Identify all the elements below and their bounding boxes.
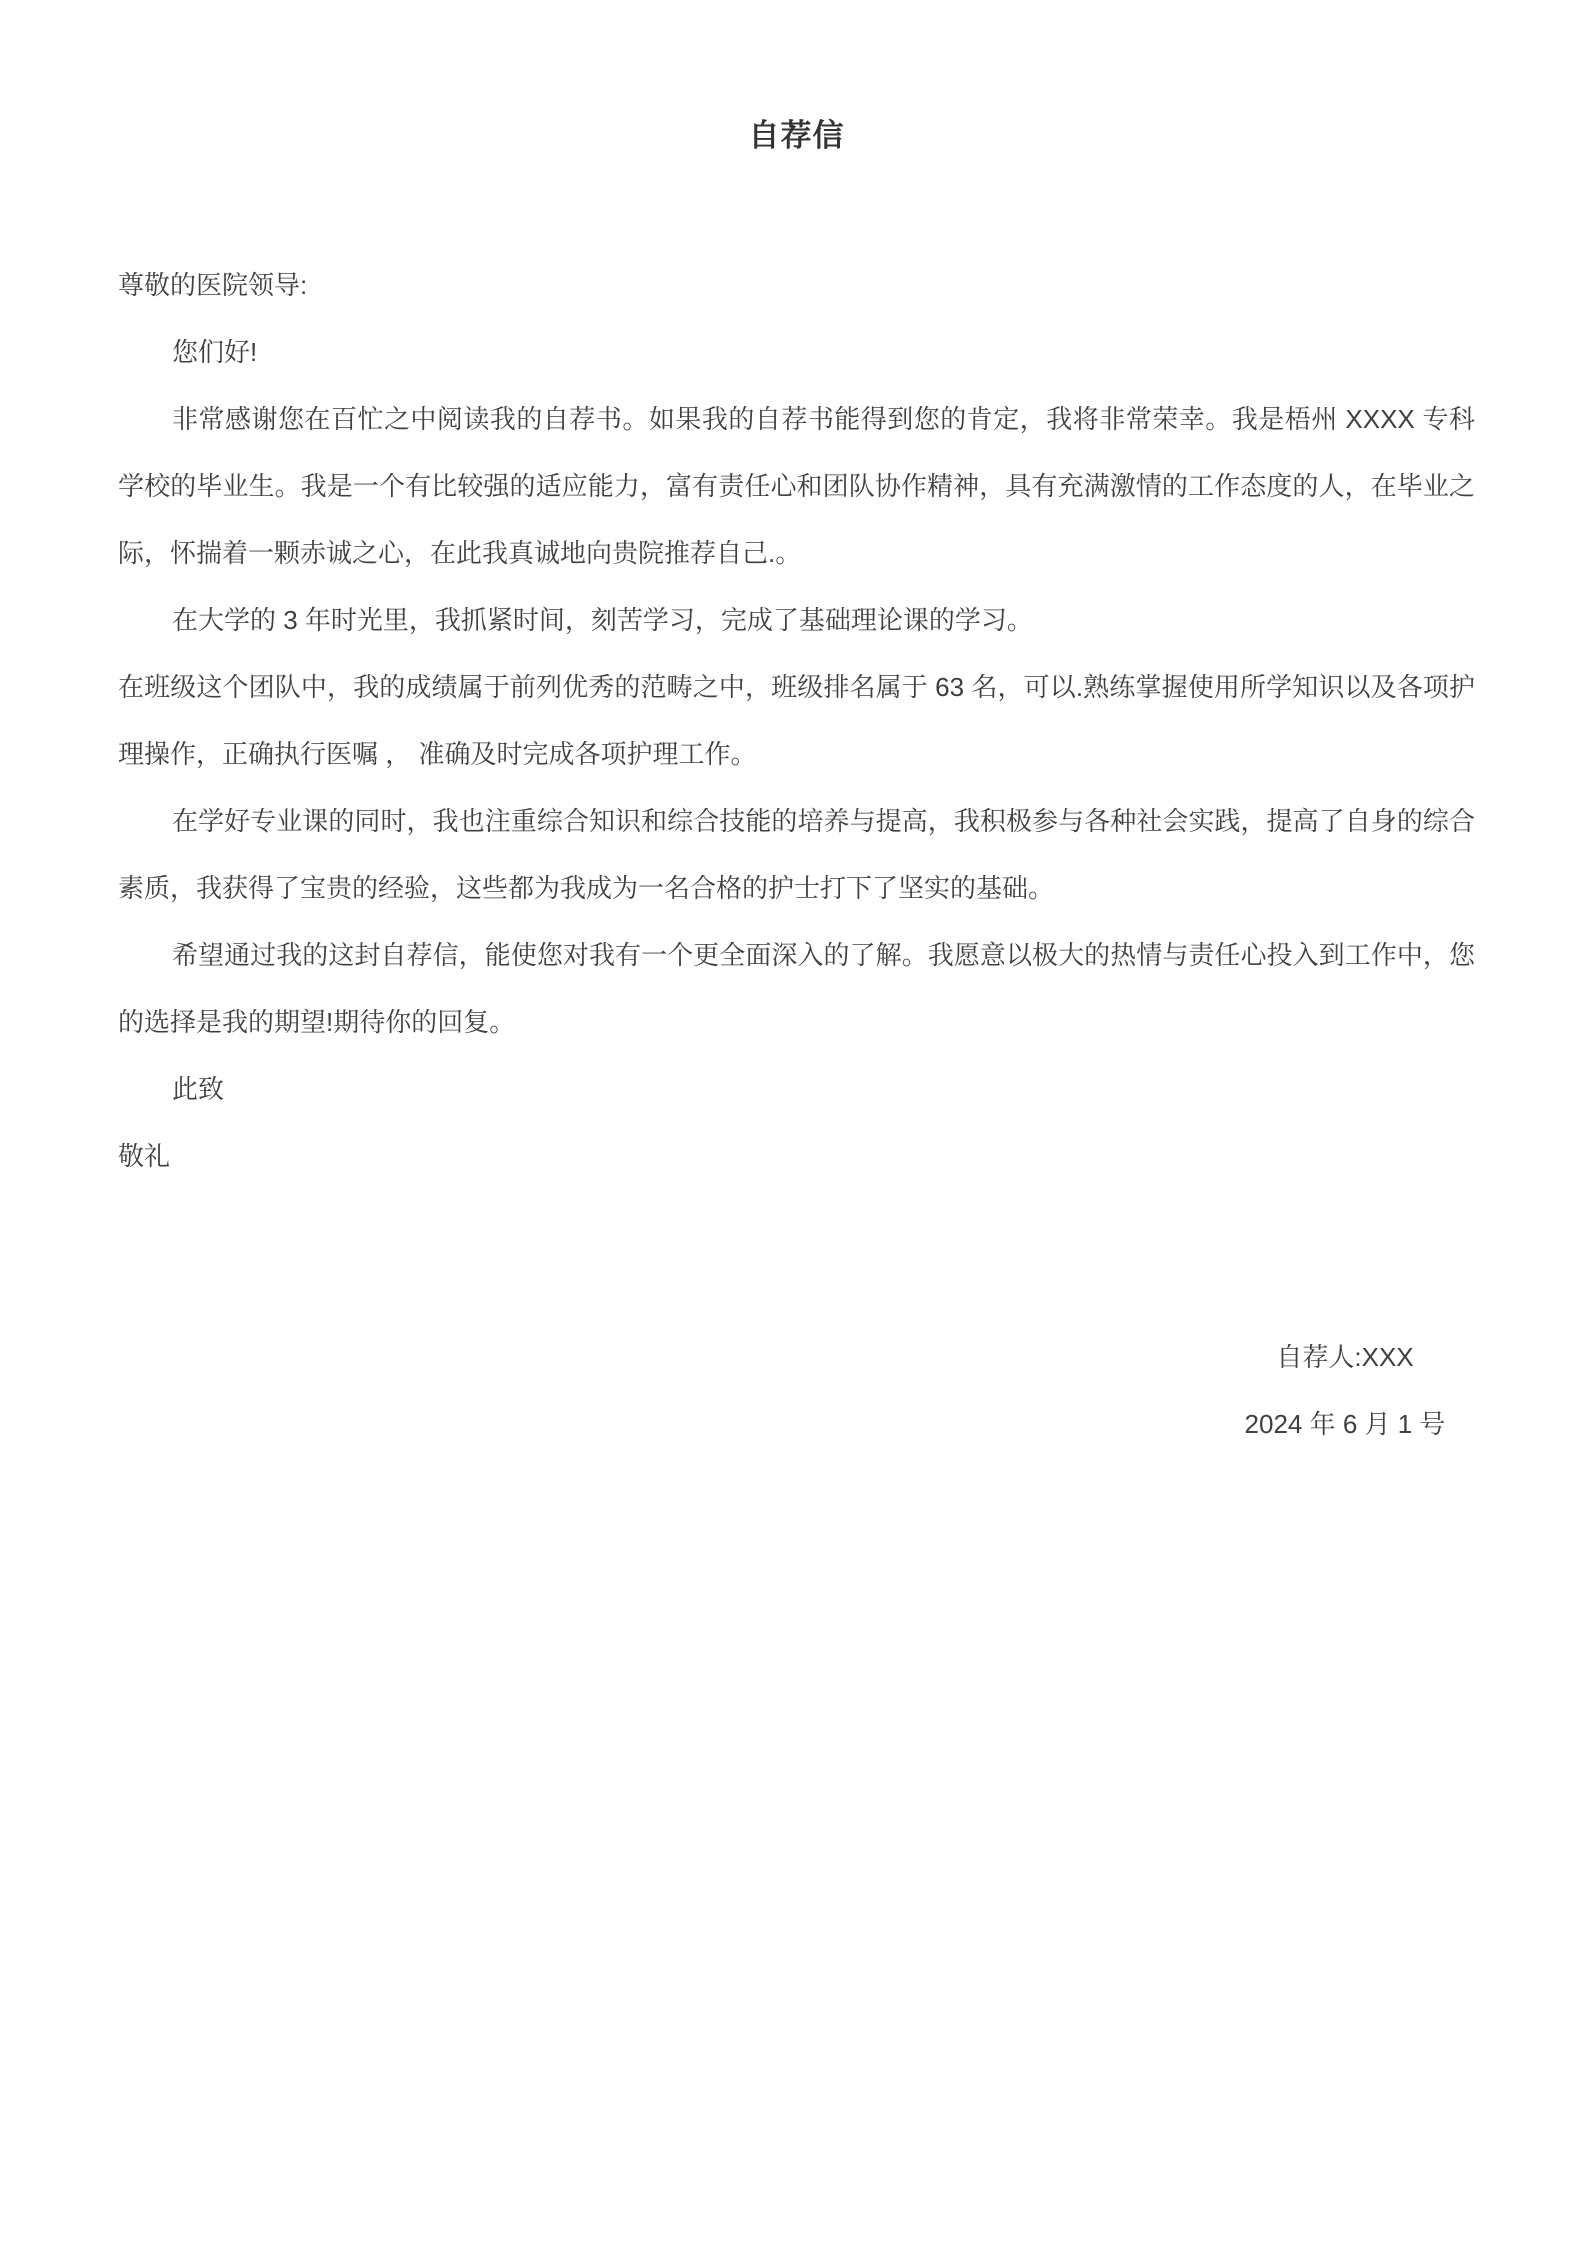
paragraph-comprehensive-skills: 在学好专业课的同时，我也注重综合知识和综合技能的培养与提高，我积极参与各种社会实践，提高了自身的综合素质，我获得了宝贵的经验，这些都为我成为一名合格的护士打下了坚实的基础。 xyxy=(118,806,1475,903)
paragraph-study: 在大学的 3 年时光里，我抓紧时间，刻苦学习，完成了基础理论课的学习。 xyxy=(172,605,1033,635)
signature-date: 2024 年 6 月 1 号 xyxy=(1244,1409,1446,1439)
signature-signer: 自荐人:XXX xyxy=(1276,1342,1414,1372)
signature-block xyxy=(1215,1324,1475,1458)
salutation-line: 尊敬的医院领导: xyxy=(118,270,308,300)
paragraph-introduction: 非常感谢您在百忙之中阅读我的自荐书。如果我的自荐书能得到您的肯定，我将非常荣幸。我是梧州 XXXX 专科学校的毕业生。我是一个有比较强的适应能力，富有责任心和团队协作精神，具有充满激情的工作态度的人，在毕业之际，怀揣着一颗赤诚之心，在此我真诚地向贵院推荐自己.。 xyxy=(118,404,1475,568)
greeting-line: 您们好! xyxy=(172,337,258,367)
paragraph-class-ranking: 在班级这个团队中，我的成绩属于前列优秀的范畴之中，班级排名属于 63 名，可以.熟练掌握使用所学知识以及各项护理操作，正确执行医嘱 ， 准确及时完成各项护理工作。 xyxy=(118,672,1475,769)
document-title: 自荐信 xyxy=(748,118,845,153)
closing-respectfully: 此致 xyxy=(172,1074,225,1104)
closing-salute: 敬礼 xyxy=(118,1141,171,1171)
letter-body xyxy=(118,252,1475,1190)
paragraph-hope: 希望通过我的这封自荐信，能使您对我有一个更全面深入的了解。我愿意以极大的热情与责任心投入到工作中，您的选择是我的期望!期待你的回复。 xyxy=(118,940,1475,1037)
